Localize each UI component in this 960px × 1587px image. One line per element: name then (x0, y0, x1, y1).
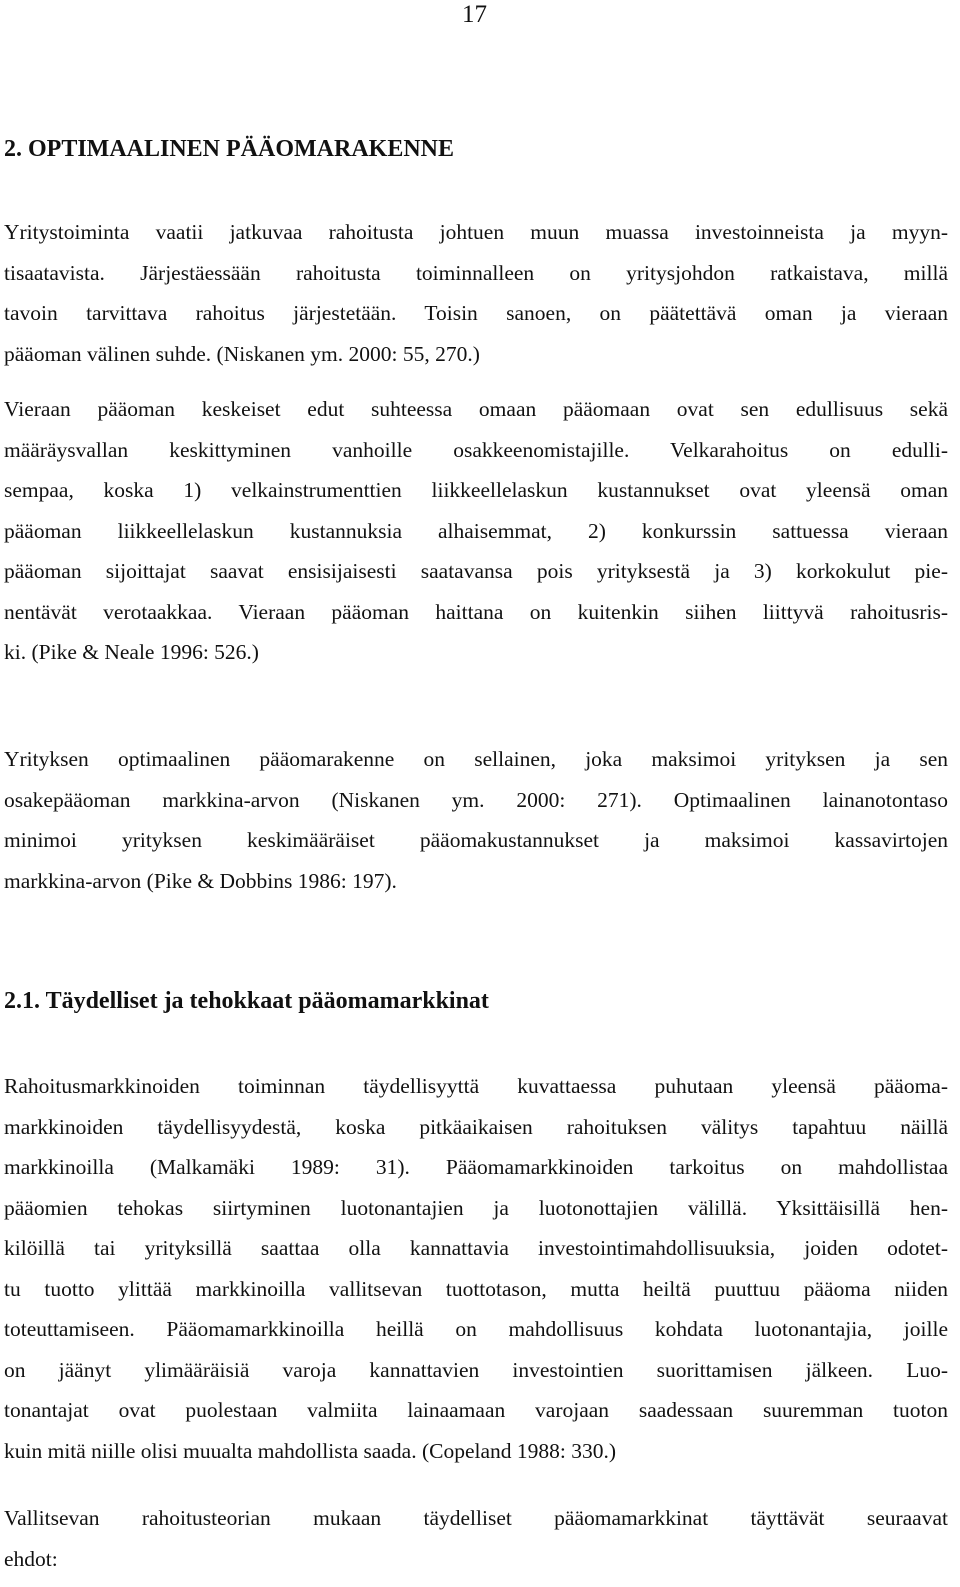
paragraph-line: Rahoitusmarkkinoiden toiminnan täydellisyyttä kuvattaessa puhutaan yleensä pääoma- (4, 1074, 948, 1098)
paragraph-line: pääomien tehokas siirtyminen luotonantajien ja luotonottajien välillä. Yksittäisillä hen- (4, 1195, 948, 1220)
paragraph-line: nentävät verotaakkaa. Vieraan pääoman haittana on kuitenkin siihen liittyvä rahoitusris- (4, 599, 948, 624)
paragraph-optimal-structure (4, 739, 948, 901)
paragraph-line: Vallitsevan rahoitusteorian mukaan täydelliset pääomamarkkinat täyttävät seuraavat (4, 1506, 948, 1530)
paragraph-capital-financing (4, 212, 948, 374)
paragraph-line: toteuttamiseen. Pääomamarkkinoilla heillä on mahdollisuus kohdata luotonantajia, joille (4, 1317, 948, 1341)
paragraph-line: minimoi yrityksen keskimääräiset pääomakustannukset ja maksimoi kassavirtojen (4, 828, 948, 852)
paragraph-line: markkinoilla (Malkamäki 1989: 31). Pääomamarkkinoiden tarkoitus on mahdollistaa (4, 1155, 948, 1179)
paragraph-line: markkina-arvon (Pike & Dobbins 1986: 197). (4, 868, 397, 893)
paragraph-line: on jäänyt ylimääräisiä varoja kannattavien investointien suorittamisen jälkeen. Luo- (4, 1357, 948, 1382)
paragraph-debt-advantages (4, 389, 948, 673)
paragraph-line: Yrityksen optimaalinen pääomarakenne on sellainen, joka maksimoi yrityksen ja sen (4, 747, 948, 771)
paragraph-line: tonantajat ovat puolestaan valmiita lainaamaan varojaan saadessaan suuremman tuoton (4, 1398, 948, 1422)
page-number: 17 (462, 1, 487, 28)
paragraph-line: Yritystoiminta vaatii jatkuvaa rahoitusta johtuen muun muassa investoinneista ja myyn- (4, 220, 948, 244)
paragraph-line: Vieraan pääoman keskeiset edut suhteessa omaan pääomaan ovat sen edullisuus sekä (4, 397, 948, 421)
paragraph-line: pääoman välinen suhde. (Niskanen ym. 2000: 55, 270.) (4, 341, 480, 366)
paragraph-line: markkinoiden täydellisyydestä, koska pitkäaikaisen rahoituksen välitys tapahtuu näillä (4, 1114, 948, 1139)
paragraph-line: kuin mitä niille olisi muualta mahdollista saada. (Copeland 1988: 330.) (4, 1438, 617, 1463)
chapter-heading: 2. OPTIMAALINEN PÄÄOMARAKENNE (4, 136, 454, 162)
paragraph-line: pääoman sijoittajat saavat ensisijaisesti saatavansa pois yrityksestä ja 3) korkokulut pie- (4, 559, 948, 583)
paragraph-capital-markets (4, 1066, 948, 1471)
paragraph-line: ki. (Pike & Neale 1996: 526.) (4, 640, 259, 664)
paragraph-line: osakepääoman markkina-arvon (Niskanen ym. 2000: 271). Optimaalinen lainanotontaso (4, 787, 948, 812)
paragraph-line: ehdot: (4, 1546, 58, 1571)
paragraph-line: kilöillä tai yrityksillä saattaa olla kannattavia investointimahdollisuuksia, joiden odotet- (4, 1236, 948, 1260)
paragraph-line: sempaa, koska 1) velkainstrumenttien liikkeellelaskun kustannukset ovat yleensä oman (4, 478, 948, 502)
section-heading: 2.1. Täydelliset ja tehokkaat pääomamarkkinat (4, 988, 489, 1014)
paragraph-line: pääoman liikkeellelaskun kustannuksia alhaisemmat, 2) konkurssin sattuessa vieraan (4, 518, 948, 543)
paragraph-line: tu tuotto ylittää markkinoilla vallitsevan tuottotason, mutta heiltä puuttuu pääoma niiden (4, 1276, 948, 1301)
paragraph-conditions (4, 1498, 948, 1579)
paragraph-line: tavoin tarvittava rahoitus järjestetään. Toisin sanoen, on päätettävä oman ja vieraan (4, 301, 948, 325)
paragraph-line: määräysvallan keskittyminen vanhoille osakkeenomistajille. Velkarahoitus on edulli- (4, 437, 948, 462)
paragraph-line: tisaatavista. Järjestäessään rahoitusta toiminnalleen on yritysjohdon ratkaistava, millä (4, 260, 948, 285)
